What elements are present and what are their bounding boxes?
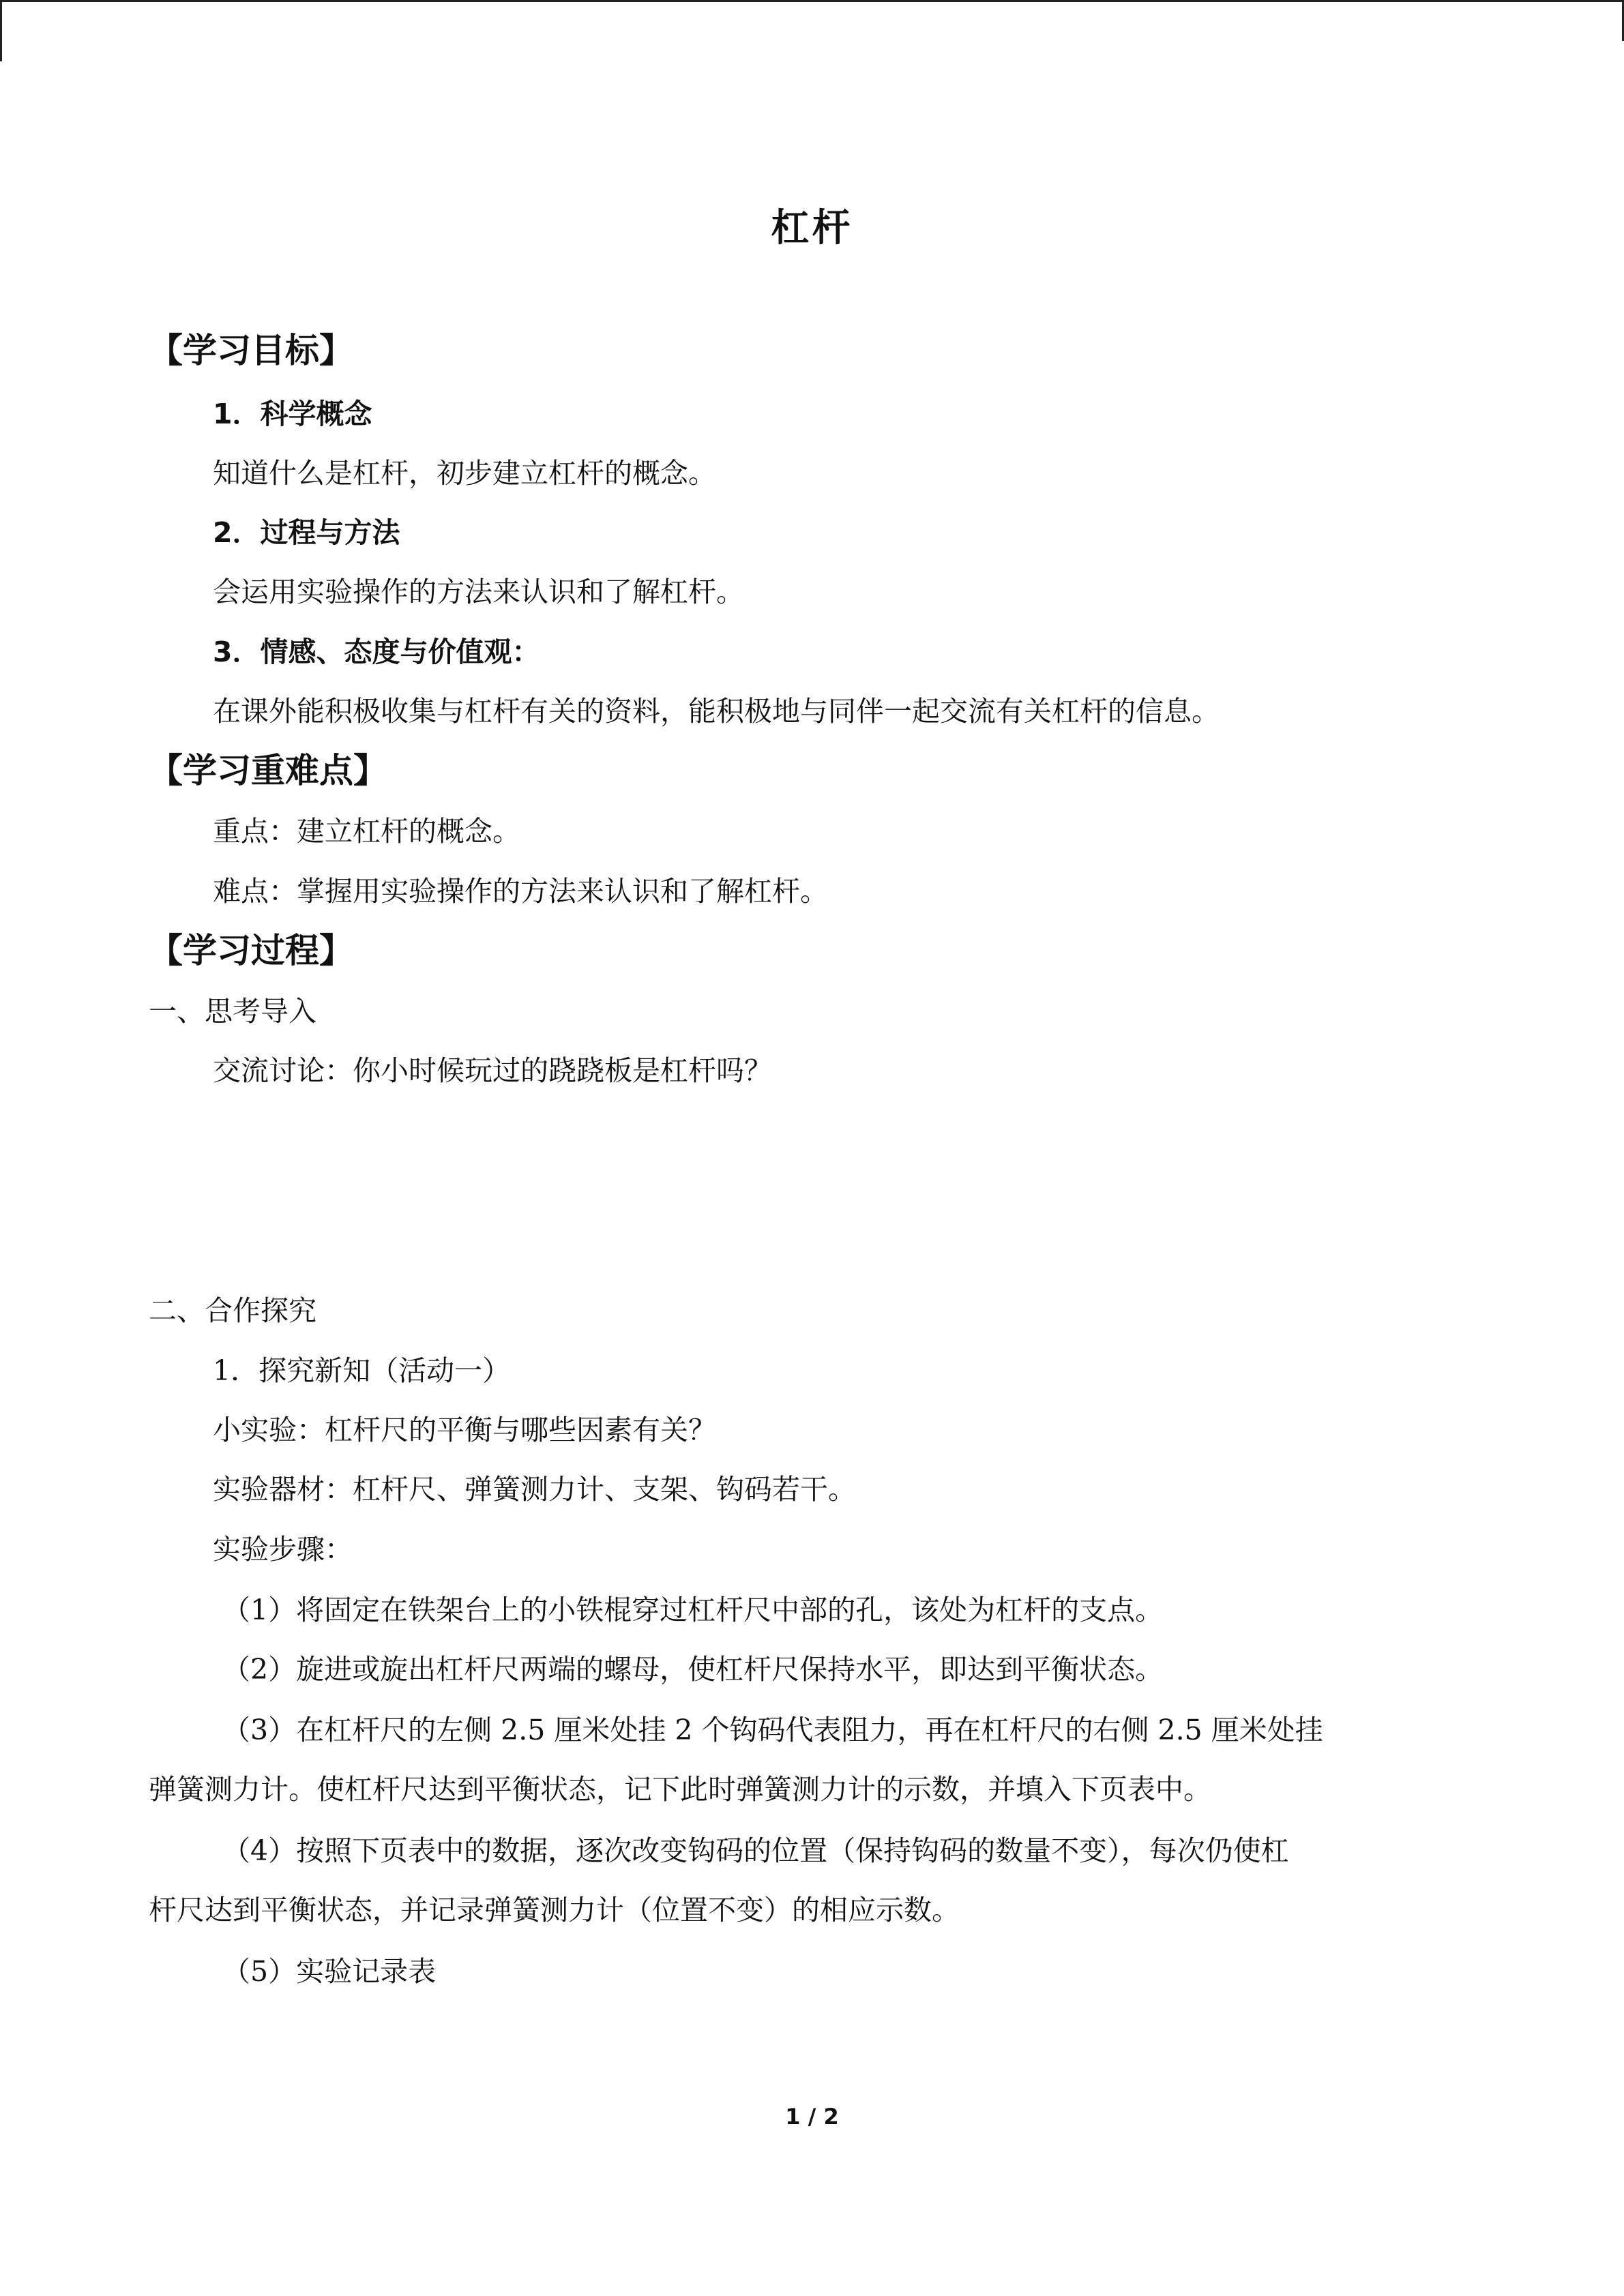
process-heading: 【学习过程】 <box>149 931 353 970</box>
materials-text: 实验器材：杠杆尺、弹簧测力计、支架、钩码若干。 <box>213 1473 856 1506</box>
objectives-heading: 【学习目标】 <box>149 331 353 370</box>
step-4-line-2: 杆尺达到平衡状态，并记录弹簧测力计（位置不变）的相应示数。 <box>149 1894 960 1926</box>
activity-title: 1．探究新知（活动一） <box>213 1354 511 1387</box>
objective-3-text: 在课外能积极收集与杠杆有关的资料，能积极地与同伴一起交流有关杠杆的信息。 <box>213 695 1220 728</box>
part-2-title: 二、合作探究 <box>149 1294 316 1327</box>
step-5: （5）实验记录表 <box>222 1955 437 1988</box>
focus-point: 重点：建立杠杆的概念。 <box>213 815 520 848</box>
difficulty-point: 难点：掌握用实验操作的方法来认识和了解杠杆。 <box>213 875 828 908</box>
step-1: （1）将固定在铁架台上的小铁棍穿过杠杆尺中部的孔，该处为杠杆的支点。 <box>222 1594 1164 1626</box>
step-2: （2）旋进或旋出杠杆尺两端的螺母，使杠杆尺保持水平，即达到平衡状态。 <box>222 1653 1164 1686</box>
page-number: 1 / 2 <box>785 2104 839 2130</box>
page-title: 杠杆 <box>771 206 853 250</box>
step-3-line-2: 弹簧测力计。使杠杆尺达到平衡状态，记下此时弹簧测力计的示数，并填入下页表中。 <box>149 1773 1211 1806</box>
step-3-line-1: （3）在杠杆尺的左侧 2.5 厘米处挂 2 个钩码代表阻力，再在杠杆尺的右侧 2.5 厘米处挂 <box>222 1714 1323 1746</box>
objective-3-title: 3．情感、态度与价值观： <box>213 636 540 668</box>
objective-2-title: 2．过程与方法 <box>213 516 400 549</box>
part-1-text: 交流讨论：你小时候玩过的跷跷板是杠杆吗？ <box>213 1054 772 1087</box>
key-points-heading: 【学习重难点】 <box>149 751 387 790</box>
page-border-left <box>0 0 2 61</box>
objective-2-text: 会运用实验操作的方法来认识和了解杠杆。 <box>213 576 744 608</box>
objective-1-text: 知道什么是杠杆，初步建立杠杆的概念。 <box>213 457 716 490</box>
steps-label: 实验步骤： <box>213 1533 353 1566</box>
objective-1-title: 1．科学概念 <box>213 398 372 430</box>
experiment-question: 小实验：杠杆尺的平衡与哪些因素有关？ <box>213 1414 716 1446</box>
step-4-line-1: （4）按照下页表中的数据，逐次改变钩码的位置（保持钩码的数量不变），每次仍使杠 <box>222 1834 1289 1867</box>
part-1-title: 一、思考导入 <box>149 995 316 1028</box>
page-border-top <box>0 0 1624 2</box>
